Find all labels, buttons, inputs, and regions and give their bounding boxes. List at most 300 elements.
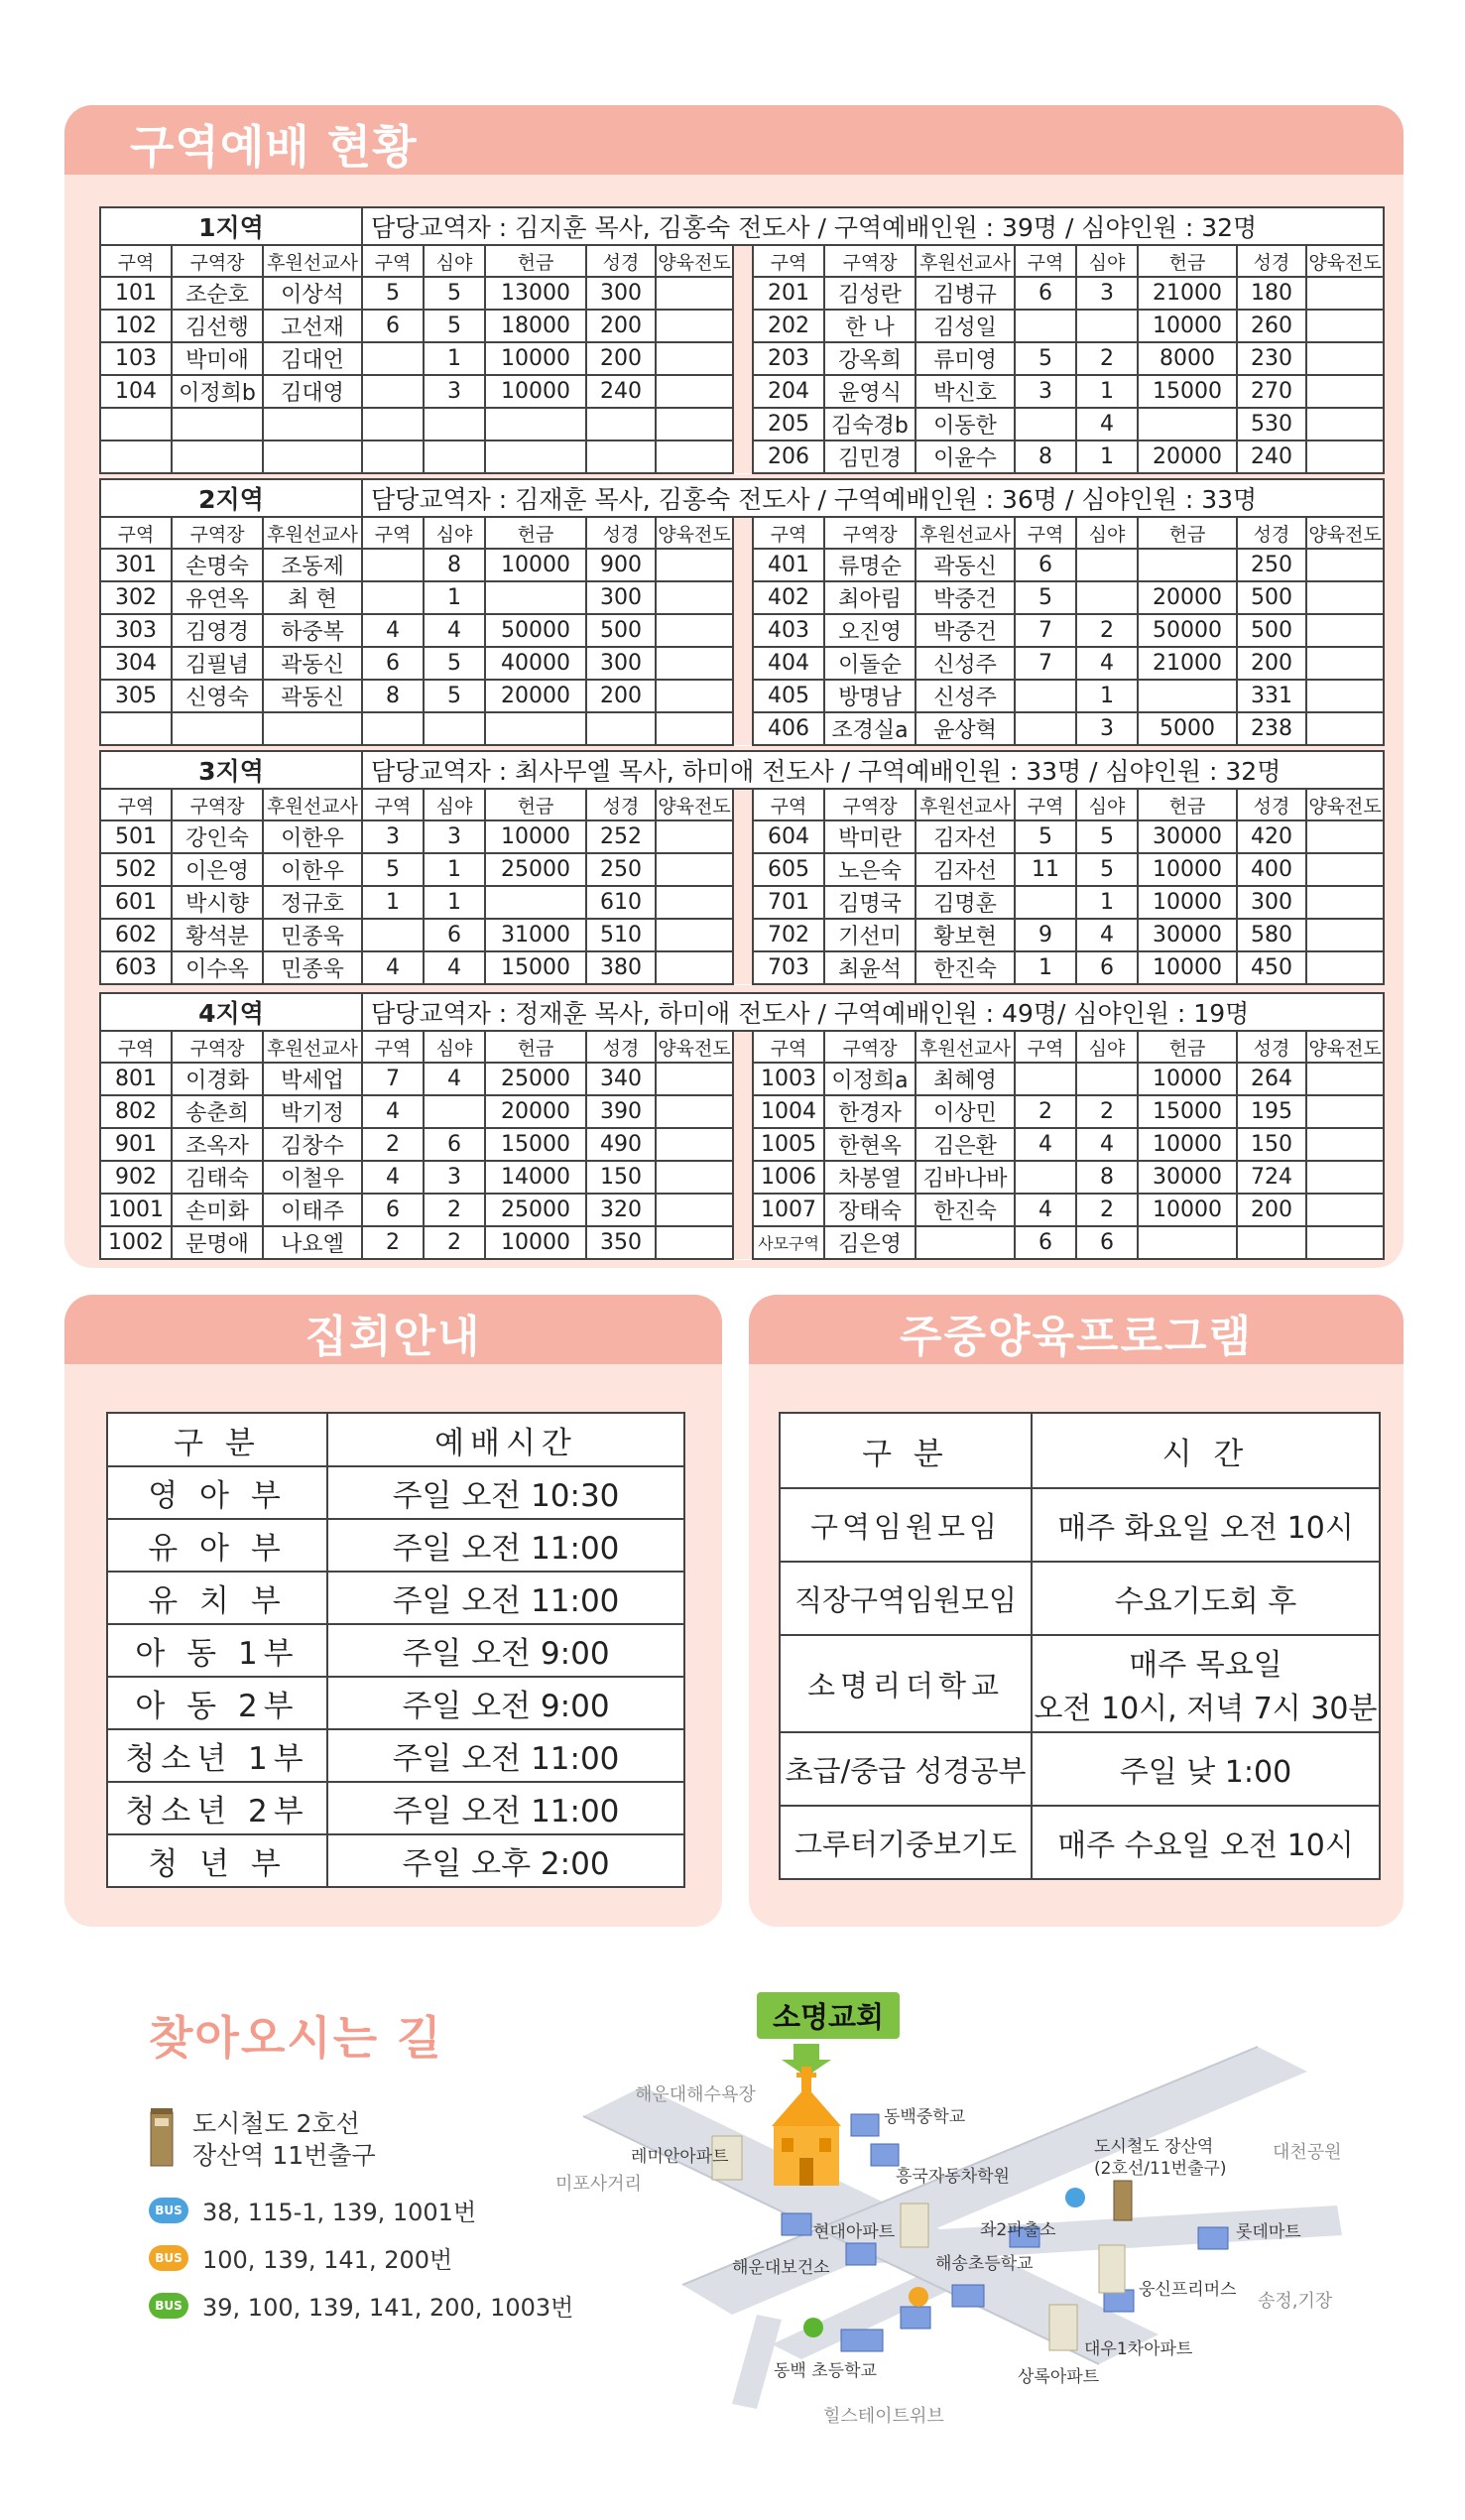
table-cell: 204	[753, 375, 824, 408]
column-header: 구역	[100, 245, 172, 277]
table-cell	[656, 1063, 733, 1095]
table-cell: 1	[424, 886, 485, 919]
table-cell: 252	[586, 820, 656, 853]
table-cell: 15000	[485, 951, 586, 984]
table-row	[100, 647, 1384, 680]
table-cell: 102	[100, 310, 172, 342]
table-cell: 신성주	[916, 647, 1015, 680]
zone-worship-title: 구역예배 현황	[64, 105, 1404, 175]
table-cell: 20000	[1138, 581, 1237, 614]
table-cell: 603	[100, 951, 172, 984]
program-category: 소명리더학교	[780, 1635, 1032, 1732]
column-header: 구역장	[172, 789, 263, 820]
table-cell: 8	[1015, 441, 1076, 473]
table-cell: 2	[424, 1226, 485, 1259]
table-cell	[1306, 441, 1384, 473]
table-cell: 10000	[1138, 1194, 1237, 1226]
table-gap	[733, 342, 753, 375]
table-cell: 방명남	[824, 680, 916, 712]
table-cell: 신영숙	[172, 680, 263, 712]
table-cell: 4	[424, 951, 485, 984]
table-cell: 15000	[1138, 1095, 1237, 1128]
table-cell: 박중건	[916, 581, 1015, 614]
column-header: 헌금	[485, 245, 586, 277]
table-cell: 하중복	[263, 614, 362, 647]
column-header: 양육전도	[1306, 245, 1384, 277]
table-cell: 6	[1015, 1226, 1076, 1259]
bus-route-item	[149, 2288, 573, 2323]
table-cell	[362, 441, 424, 473]
table-gap	[733, 245, 753, 277]
table-cell: 300	[586, 647, 656, 680]
table-cell	[1076, 581, 1138, 614]
meeting-row	[107, 1519, 684, 1572]
table-cell: 5	[362, 277, 424, 310]
meeting-row	[107, 1782, 684, 1834]
table-cell	[1306, 549, 1384, 581]
table-cell: 1	[362, 886, 424, 919]
column-header: 구역	[362, 1031, 424, 1063]
table-cell: 곽동신	[263, 680, 362, 712]
table-cell	[656, 277, 733, 310]
table-cell: 1007	[753, 1194, 824, 1226]
table-cell: 3	[1076, 277, 1138, 310]
table-cell: 박중건	[916, 614, 1015, 647]
zone-name: 1지역	[100, 207, 362, 245]
table-cell: 6	[362, 647, 424, 680]
table-cell: 박미애	[172, 342, 263, 375]
table-cell	[656, 919, 733, 951]
table-cell: 김자선	[916, 820, 1015, 853]
program-category: 직장구역임원모임	[780, 1562, 1032, 1635]
program-category: 구역임원모임	[780, 1488, 1032, 1562]
table-cell	[1306, 342, 1384, 375]
table-cell	[656, 408, 733, 441]
table-cell: 10000	[485, 1226, 586, 1259]
table-cell	[1076, 549, 1138, 581]
table-cell: 403	[753, 614, 824, 647]
meeting-category: 영 아 부	[107, 1466, 327, 1519]
table-gap	[733, 789, 753, 820]
bus-icon: BUS	[149, 2293, 188, 2319]
column-header: 구역	[1015, 789, 1076, 820]
subway-info	[149, 2108, 376, 2172]
table-cell: 민종욱	[263, 919, 362, 951]
meeting-time: 주일 오전 10:30	[327, 1466, 684, 1519]
table-cell: 31000	[485, 919, 586, 951]
table-cell: 401	[753, 549, 824, 581]
table-cell: 강옥희	[824, 342, 916, 375]
table-cell: 5000	[1138, 712, 1237, 745]
map-label-hyundai: 현대아파트	[813, 2222, 896, 2242]
meeting-time: 주일 오전 11:00	[327, 1572, 684, 1624]
table-cell: 4	[1015, 1194, 1076, 1226]
table-cell: 박세업	[263, 1063, 362, 1095]
table-cell: 차봉열	[824, 1161, 916, 1194]
table-cell: 10000	[485, 820, 586, 853]
table-cell: 21000	[1138, 277, 1237, 310]
table-cell: 정규호	[263, 886, 362, 919]
table-row	[100, 886, 1384, 919]
column-header: 양육전도	[1306, 517, 1384, 549]
zone-worship-panel	[64, 105, 1404, 1268]
table-cell	[424, 441, 485, 473]
table-gap	[733, 1095, 753, 1128]
table-cell	[1306, 581, 1384, 614]
table-cell	[485, 581, 586, 614]
table-gap	[733, 375, 753, 408]
table-cell: 이정희b	[172, 375, 263, 408]
bus-route-numbers: 39, 100, 139, 141, 200, 1003번	[202, 2294, 574, 2322]
table-cell	[362, 408, 424, 441]
table-cell: 3	[1076, 712, 1138, 745]
zone-info: 담당교역자 : 정재훈 목사, 하미애 전도사 / 구역예배인원 : 49명/ 심야인원 : 19명	[362, 993, 1384, 1031]
table-gap	[733, 1194, 753, 1226]
table-cell	[1015, 310, 1076, 342]
table-cell: 한경자	[824, 1095, 916, 1128]
map-label-beach: 해운대해수욕장	[635, 2084, 756, 2105]
table-cell: 404	[753, 647, 824, 680]
table-row	[100, 1095, 1384, 1128]
table-cell: 3	[424, 375, 485, 408]
column-header: 헌금	[485, 1031, 586, 1063]
meeting-row	[107, 1466, 684, 1519]
table-row	[100, 581, 1384, 614]
table-cell	[586, 441, 656, 473]
table-cell: 조순호	[172, 277, 263, 310]
column-header: 심야	[424, 245, 485, 277]
table-cell: 30000	[1138, 919, 1237, 951]
column-header: 구역	[100, 1031, 172, 1063]
table-cell: 박기정	[263, 1095, 362, 1128]
table-cell: 20000	[485, 680, 586, 712]
table-cell: 김태숙	[172, 1161, 263, 1194]
table-cell: 331	[1237, 680, 1306, 712]
table-cell: 1	[1015, 951, 1076, 984]
table-cell: 101	[100, 277, 172, 310]
table-cell	[656, 647, 733, 680]
table-row	[100, 680, 1384, 712]
column-header: 구역	[362, 517, 424, 549]
table-cell: 580	[1237, 919, 1306, 951]
map-label-station-exit: (2호선/11번출구)	[1094, 2159, 1227, 2179]
column-header: 심야	[1076, 245, 1138, 277]
column-header: 구역	[362, 245, 424, 277]
table-cell: 602	[100, 919, 172, 951]
table-cell	[362, 342, 424, 375]
table-cell: 490	[586, 1128, 656, 1161]
table-cell	[1306, 1128, 1384, 1161]
table-cell: 201	[753, 277, 824, 310]
table-cell: 6	[1076, 951, 1138, 984]
table-cell: 2	[424, 1194, 485, 1226]
table-cell: 300	[586, 581, 656, 614]
table-cell: 나요엘	[263, 1226, 362, 1259]
column-header: 양육전도	[656, 789, 733, 820]
table-cell	[656, 375, 733, 408]
table-cell: 김필념	[172, 647, 263, 680]
table-cell: 최 현	[263, 581, 362, 614]
table-cell	[656, 581, 733, 614]
table-cell: 노은숙	[824, 853, 916, 886]
table-cell	[1306, 853, 1384, 886]
table-gap	[733, 853, 753, 886]
table-cell: 604	[753, 820, 824, 853]
table-gap	[733, 408, 753, 441]
table-cell	[1306, 310, 1384, 342]
table-cell: 8	[362, 680, 424, 712]
column-header: 헌금	[1138, 517, 1237, 549]
table-gap	[733, 820, 753, 853]
column-header: 심야	[424, 1031, 485, 1063]
zone-table-2	[99, 478, 1385, 746]
bus-route-item	[149, 2240, 452, 2275]
table-cell: 5	[424, 680, 485, 712]
table-cell	[916, 1226, 1015, 1259]
table-cell: 1004	[753, 1095, 824, 1128]
column-header: 헌금	[1138, 245, 1237, 277]
table-cell: 1	[1076, 680, 1138, 712]
table-cell: 1	[424, 581, 485, 614]
table-cell: 303	[100, 614, 172, 647]
table-cell: 50000	[1138, 614, 1237, 647]
table-cell	[656, 820, 733, 853]
column-header: 구역장	[824, 789, 916, 820]
table-gap	[733, 614, 753, 647]
meeting-category: 유 치 부	[107, 1572, 327, 1624]
table-cell	[1306, 951, 1384, 984]
table-cell: 15000	[1138, 375, 1237, 408]
bus-icon: BUS	[149, 2245, 188, 2271]
column-header: 성경	[1237, 517, 1306, 549]
table-gap	[733, 886, 753, 919]
table-cell: 260	[1237, 310, 1306, 342]
column-header: 구역	[100, 789, 172, 820]
table-cell: 703	[753, 951, 824, 984]
table-cell	[1306, 614, 1384, 647]
table-cell: 200	[586, 310, 656, 342]
column-header: 구역	[753, 1031, 824, 1063]
table-cell	[656, 1161, 733, 1194]
table-cell: 류명순	[824, 549, 916, 581]
bus-route-numbers: 100, 139, 141, 200번	[202, 2246, 453, 2274]
table-cell: 6	[424, 1128, 485, 1161]
table-cell: 20000	[485, 1095, 586, 1128]
table-cell: 이한우	[263, 853, 362, 886]
table-cell	[1015, 680, 1076, 712]
meeting-category: 아 동 2부	[107, 1677, 327, 1729]
table-cell	[172, 441, 263, 473]
table-cell: 이은영	[172, 853, 263, 886]
table-cell: 6	[1015, 549, 1076, 581]
table-row	[100, 408, 1384, 441]
column-header: 성경	[586, 245, 656, 277]
column-header: 구역	[753, 789, 824, 820]
table-cell: 10000	[1138, 853, 1237, 886]
table-cell	[1306, 1226, 1384, 1259]
table-cell	[1076, 310, 1138, 342]
column-header: 헌금	[485, 789, 586, 820]
table-cell	[656, 1226, 733, 1259]
table-cell: 4	[1076, 919, 1138, 951]
zone-table-4	[99, 992, 1385, 1260]
table-cell	[263, 712, 362, 745]
column-header: 구역장	[172, 1031, 263, 1063]
table-cell: 김자선	[916, 853, 1015, 886]
table-cell: 801	[100, 1063, 172, 1095]
table-cell: 고선재	[263, 310, 362, 342]
table-cell: 민종욱	[263, 951, 362, 984]
table-cell	[1306, 647, 1384, 680]
table-gap	[733, 310, 753, 342]
meeting-title: 집회안내	[64, 1295, 722, 1364]
column-header: 후원선교사	[916, 789, 1015, 820]
table-cell: 2	[1076, 1194, 1138, 1226]
table-cell: 50000	[485, 614, 586, 647]
meeting-row	[107, 1834, 684, 1887]
table-cell	[1306, 680, 1384, 712]
table-cell: 2	[1076, 342, 1138, 375]
table-cell: 기선미	[824, 919, 916, 951]
table-cell: 3	[424, 820, 485, 853]
program-category: 초급/중급 성경공부	[780, 1732, 1032, 1806]
program-row	[780, 1806, 1380, 1879]
table-cell: 300	[1237, 886, 1306, 919]
table-cell: 40000	[485, 647, 586, 680]
table-cell: 5	[1076, 820, 1138, 853]
table-cell: 김대영	[263, 375, 362, 408]
table-cell: 이윤수	[916, 441, 1015, 473]
program-time: 주일 낮 1:00	[1032, 1732, 1380, 1806]
table-cell: 2	[1076, 1095, 1138, 1128]
table-cell: 4	[424, 1063, 485, 1095]
table-cell	[586, 408, 656, 441]
table-cell: 6	[362, 310, 424, 342]
table-cell	[263, 441, 362, 473]
table-cell: 195	[1237, 1095, 1306, 1128]
table-gap	[733, 277, 753, 310]
table-cell: 김민경	[824, 441, 916, 473]
table-cell: 3	[424, 1161, 485, 1194]
table-cell: 김영경	[172, 614, 263, 647]
table-cell: 김숙경b	[824, 408, 916, 441]
table-cell: 240	[586, 375, 656, 408]
column-header: 구역장	[172, 517, 263, 549]
church-building-icon	[772, 2067, 841, 2186]
table-cell	[1015, 1063, 1076, 1095]
column-header: 양육전도	[1306, 1031, 1384, 1063]
table-cell: 최윤석	[824, 951, 916, 984]
table-gap	[733, 441, 753, 473]
table-cell: 302	[100, 581, 172, 614]
table-cell: 4	[362, 1161, 424, 1194]
meeting-row	[107, 1729, 684, 1782]
table-cell	[362, 549, 424, 581]
table-cell	[1138, 549, 1237, 581]
table-cell: 이돌순	[824, 647, 916, 680]
meeting-time: 주일 오후 2:00	[327, 1834, 684, 1887]
table-cell	[362, 375, 424, 408]
table-cell: 702	[753, 919, 824, 951]
table-gap	[733, 680, 753, 712]
map-label-mipo: 미포사거리	[555, 2174, 642, 2195]
church-name-label: 소명교회	[757, 1992, 900, 2039]
table-cell: 15000	[485, 1128, 586, 1161]
table-cell: 13000	[485, 277, 586, 310]
meeting-row	[107, 1624, 684, 1677]
table-cell: 701	[753, 886, 824, 919]
table-cell: 5	[1015, 581, 1076, 614]
column-header: 후원선교사	[916, 517, 1015, 549]
meeting-category: 아 동 1부	[107, 1624, 327, 1677]
table-cell: 400	[1237, 853, 1306, 886]
table-cell: 문명애	[172, 1226, 263, 1259]
table-cell: 25000	[485, 853, 586, 886]
table-cell: 박시향	[172, 886, 263, 919]
table-cell: 4	[1076, 1128, 1138, 1161]
table-cell: 200	[1237, 1194, 1306, 1226]
program-row	[780, 1732, 1380, 1806]
table-row	[100, 549, 1384, 581]
column-header: 성경	[586, 1031, 656, 1063]
table-cell: 4	[362, 614, 424, 647]
program-panel	[749, 1295, 1404, 1927]
table-cell: 500	[586, 614, 656, 647]
column-header: 양육전도	[656, 1031, 733, 1063]
table-cell: 30000	[1138, 1161, 1237, 1194]
table-row	[100, 1161, 1384, 1194]
table-cell: 윤영식	[824, 375, 916, 408]
column-header: 구역	[1015, 1031, 1076, 1063]
meeting-col-header-category: 구 분	[107, 1413, 327, 1466]
table-cell: 1	[424, 853, 485, 886]
zone-info: 담당교역자 : 최사무엘 목사, 하미애 전도사 / 구역예배인원 : 33명 / 심야인원 : 32명	[362, 751, 1384, 789]
table-cell: 530	[1237, 408, 1306, 441]
table-cell: 238	[1237, 712, 1306, 745]
table-cell: 한 나	[824, 310, 916, 342]
table-cell	[656, 614, 733, 647]
table-cell: 김명국	[824, 886, 916, 919]
table-cell: 350	[586, 1226, 656, 1259]
table-cell: 380	[586, 951, 656, 984]
table-cell: 이수옥	[172, 951, 263, 984]
map-label-daewoo: 대우1차아파트	[1084, 2339, 1193, 2359]
table-cell	[656, 310, 733, 342]
column-header: 후원선교사	[916, 1031, 1015, 1063]
table-cell	[1306, 712, 1384, 745]
table-cell	[1076, 1063, 1138, 1095]
table-cell: 1	[1076, 441, 1138, 473]
table-cell	[362, 712, 424, 745]
table-cell	[263, 408, 362, 441]
table-cell: 3	[1015, 375, 1076, 408]
map-label-dongbaek-elem: 동백 초등학교	[774, 2361, 877, 2381]
subway-icon	[149, 2108, 175, 2170]
column-header: 구역장	[172, 245, 263, 277]
table-cell: 230	[1237, 342, 1306, 375]
table-cell: 5	[1015, 342, 1076, 375]
table-cell	[586, 712, 656, 745]
table-cell: 25000	[485, 1063, 586, 1095]
table-cell: 1	[1076, 375, 1138, 408]
column-header: 후원선교사	[263, 245, 362, 277]
column-header: 구역장	[824, 245, 916, 277]
table-cell: 4	[362, 1095, 424, 1128]
table-row	[100, 853, 1384, 886]
table-gap	[733, 712, 753, 745]
table-cell: 501	[100, 820, 172, 853]
program-table	[779, 1412, 1381, 1880]
